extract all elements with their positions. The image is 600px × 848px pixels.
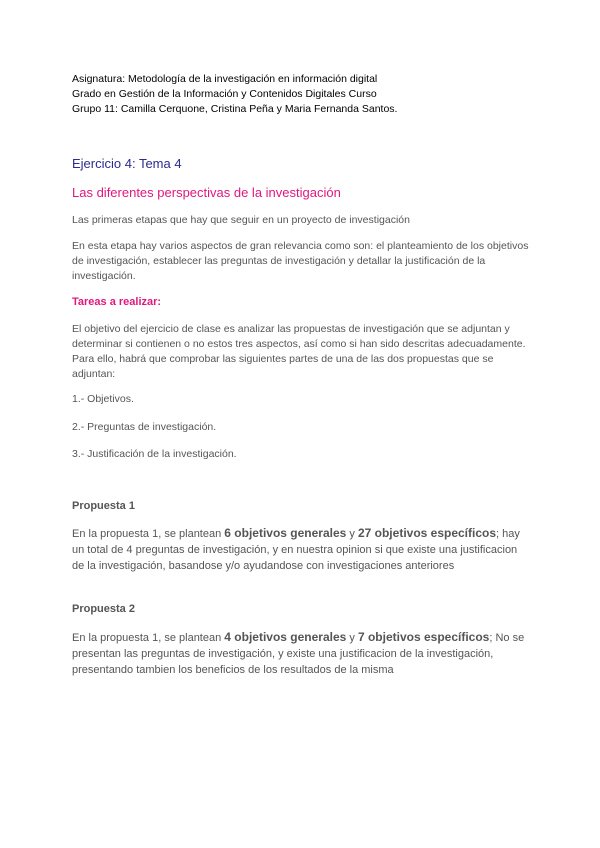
section-title: Las diferentes perspectivas de la investigación bbox=[72, 185, 341, 200]
proposal-1-general-objectives: 6 objetivos generales bbox=[224, 526, 347, 540]
proposal-2-mid: y bbox=[346, 632, 358, 644]
list-item-objectives: 1.- Objetivos. bbox=[72, 393, 134, 405]
intro-text: Las primeras etapas que hay que seguir en un proyecto de investigación bbox=[72, 214, 410, 226]
proposal-2-text bbox=[72, 629, 532, 678]
proposal-1-mid: y bbox=[346, 528, 358, 540]
list-item-justification: 3.- Justificación de la investigación. bbox=[72, 448, 237, 460]
paragraph-stages: En esta etapa hay varios aspectos de gran relevancia como son: el planteamiento de los objetivos de investigación, establecer las preguntas de investigación y detallar la justificación de la investigación. bbox=[72, 240, 529, 282]
document-header bbox=[72, 72, 532, 117]
proposal-1-pre: En la propuesta 1, se plantean bbox=[72, 528, 225, 540]
proposal-2-post: ; No se presentan las preguntas de investigación, y existe una justificacion de la investigación, presentando tambien los beneficios de los resultados de la misma bbox=[72, 632, 525, 676]
proposal-1-specific-objectives: 27 objetivos específicos bbox=[357, 526, 497, 540]
header-degree: Grado en Gestión de la Información y Contenidos Digitales Curso bbox=[72, 88, 377, 100]
tasks-title: Tareas a realizar: bbox=[72, 296, 162, 308]
proposal-1-title: Propuesta 1 bbox=[72, 500, 135, 512]
proposal-2-pre: En la propuesta 1, se plantean bbox=[72, 632, 225, 644]
proposal-1-text bbox=[72, 525, 532, 574]
proposal-2-specific-objectives: 7 objetivos específicos bbox=[357, 630, 490, 644]
proposal-2-general-objectives: 4 objetivos generales bbox=[224, 630, 347, 644]
list-item-questions: 2.- Preguntas de investigación. bbox=[72, 421, 217, 433]
proposal-2-title: Propuesta 2 bbox=[72, 603, 135, 615]
header-subject: Asignatura: Metodología de la investigación en información digital bbox=[72, 73, 378, 85]
proposal-1-post: ; hay un total de 4 preguntas de investigación, y en nuestra opinion si que existe una justificacion de la investigación, basandose y/o ayudandose con investigaciones anteriores bbox=[72, 528, 520, 572]
header-group: Grupo 11: Camilla Cerquone, Cristina Peña y Maria Fernanda Santos. bbox=[72, 103, 398, 115]
tasks-text: El objetivo del ejercicio de clase es analizar las propuestas de investigación que se adjuntan y determinar si contienen o no estos tres aspectos, así como si han sido descritas adecuadamente. Para ello, habrá que comprobar las siguientes partes de una de las dos propuestas que se adjuntan: bbox=[72, 323, 526, 380]
exercise-title: Ejercicio 4: Tema 4 bbox=[72, 156, 182, 171]
